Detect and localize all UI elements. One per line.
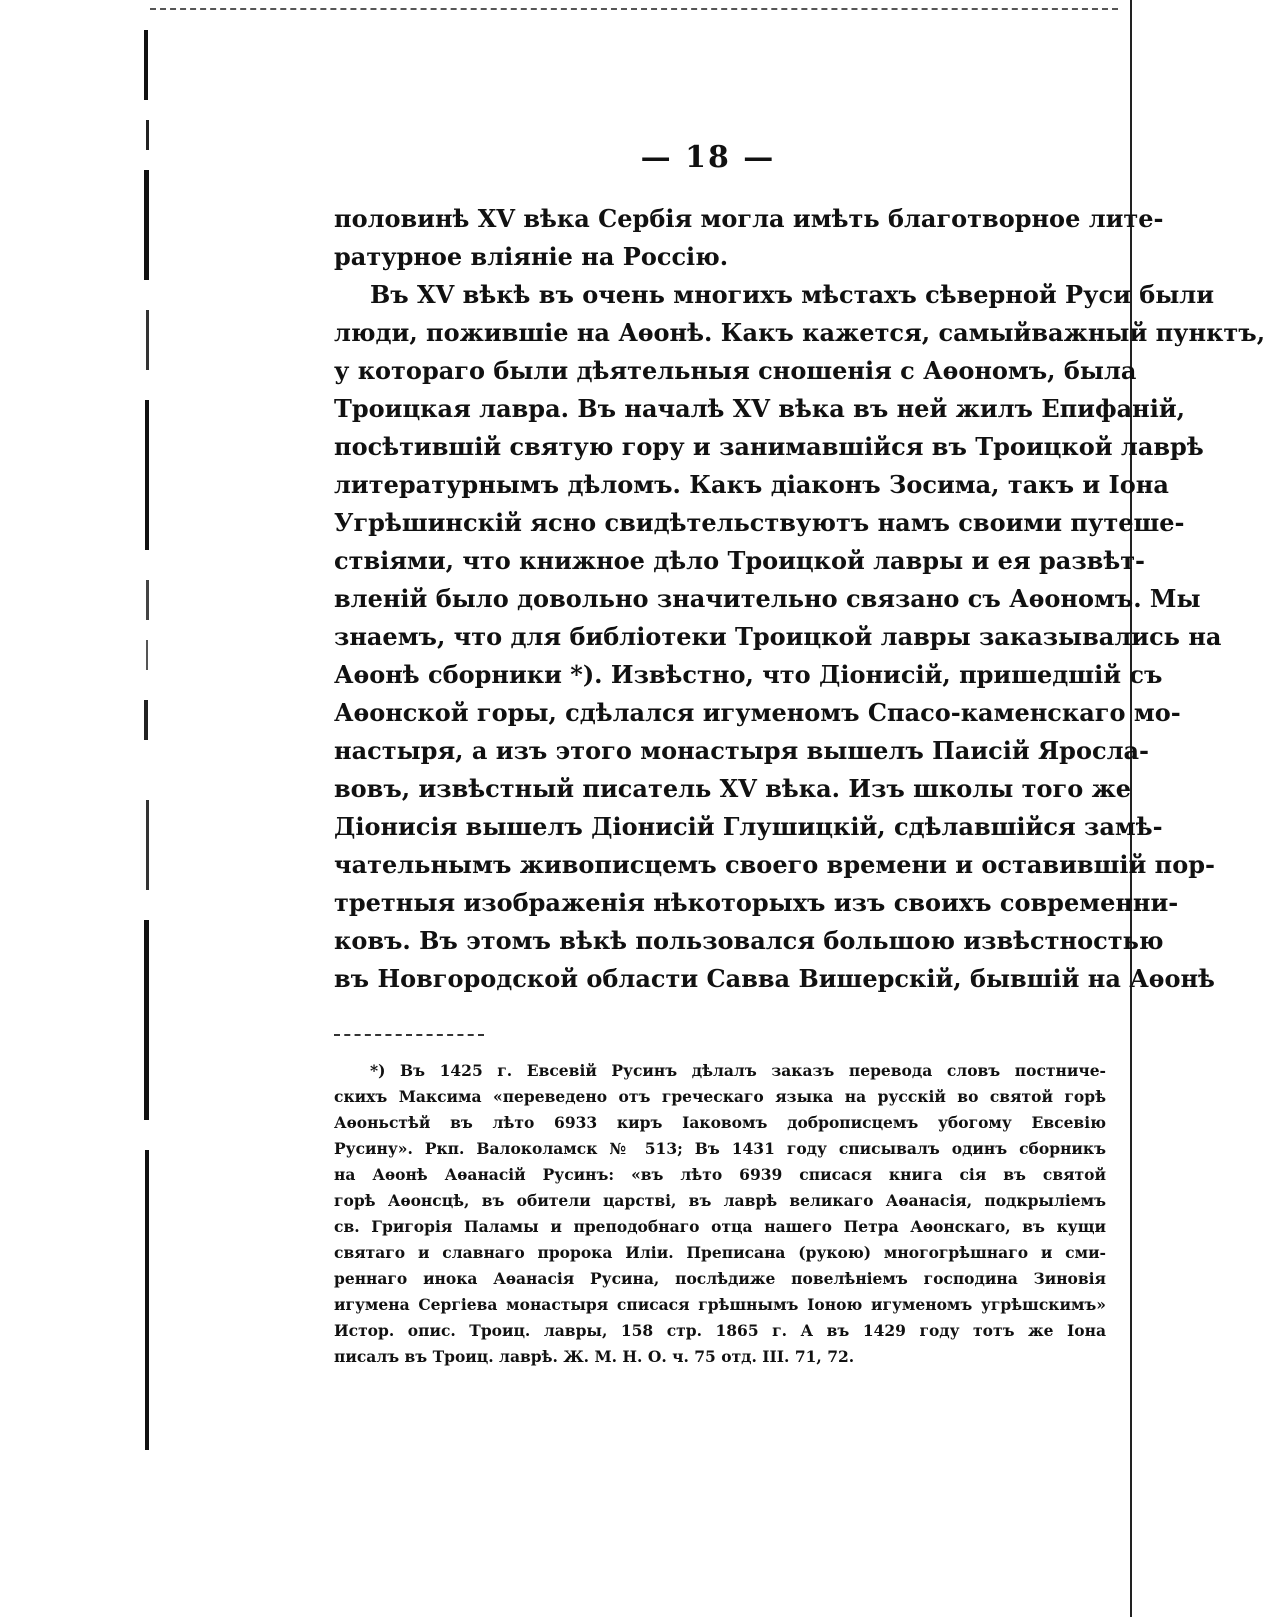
binding-shadow-graphic [134, 20, 154, 1460]
text-line: знаемъ, что для библіотеки Троицкой лавры заказывались на [334, 622, 1222, 651]
text-line: вовъ, извѣстный писатель XV вѣка. Изъ школы того же [334, 774, 1132, 803]
footnote-line: горѣ Аѳонсцѣ, въ обители царствi, въ лаврѣ великаго Аѳанасія, подкрыліемъ [334, 1191, 1106, 1210]
text-line: ковъ. Въ этомъ вѣкѣ пользовался большою извѣстностью [334, 926, 1164, 955]
footnote-line: реннаго инока Аѳанасія Русина, послѣдиже повелѣніемъ господина Зиновія [334, 1269, 1106, 1288]
text-line: третныя изображенія нѣкоторыхъ изъ своихъ современни- [334, 888, 1179, 917]
text-line: ствіями, что книжное дѣло Троицкой лавры и ея развѣт- [334, 546, 1146, 575]
text-line: Троицкая лавра. Въ началѣ XV вѣка въ ней жилъ Епифаній, [334, 394, 1186, 423]
text-line: Аѳонской горы, сдѣлался игуменомъ Спасо-каменскаго мо- [334, 698, 1181, 727]
footnote-line: Русину». Ркп. Валоколамск № 513; Въ 1431 году списывалъ одинъ сборникъ [334, 1139, 1106, 1158]
text-line: настыря, а изъ этого монастыря вышелъ Паисій Яросла- [334, 736, 1150, 765]
footnote-line: игумена Сергіева монастыря списася грѣшнымъ Іоною игуменомъ угрѣшскимъ» [334, 1295, 1106, 1314]
text-line: въ Новгородской области Савва Вишерскій, бывшій на Аѳонѣ [334, 964, 1215, 993]
footnote-line: скихъ Максима «переведено отъ греческаго языка на русскій во святой горѣ [334, 1087, 1106, 1106]
footnote-line: на Аѳонѣ Аѳанасій Русинъ: «въ лѣто 6939 списася книга сія въ святой [334, 1165, 1106, 1184]
footnote-line: писалъ въ Троиц. лаврѣ. Ж. М. Н. О. ч. 75 отд. III. 71, 72. [334, 1347, 855, 1366]
footnote [334, 1058, 1106, 1370]
footnote-line: Истор. опис. Троиц. лавры, 158 стр. 1865 г. А въ 1429 году тотъ же Іона [334, 1321, 1106, 1340]
scan-right-edge [1130, 0, 1132, 1617]
footnote-line: св. Григорія Паламы и преподобнаго отца нашего Петра Аѳонскаго, въ кущи [334, 1217, 1106, 1236]
scan-top-edge [150, 8, 1118, 10]
text-line: половинѣ XV вѣка Сербія могла имѣть благотворное лите- [334, 204, 1164, 233]
text-line: у котораго были дѣятельныя сношенія с Аѳономъ, была [334, 356, 1137, 385]
text-line: люди, пожившіе на Аѳонѣ. Какъ кажется, самыйважный пунктъ, [334, 318, 1265, 347]
text-line: ратурное вліяніе на Россію. [334, 242, 729, 271]
footnote-line: Аѳоньстѣй въ лѣто 6933 киръ Іаковомъ доброписцемъ убогому Евсевію [334, 1113, 1106, 1132]
text-line: посѣтившій святую гору и занимавшійся въ Троицкой лаврѣ [334, 432, 1204, 461]
text-line: литературнымъ дѣломъ. Какъ діаконъ Зосима, такъ и Іона [334, 470, 1169, 499]
text-line: Аѳонѣ сборники *). Извѣстно, что Діонисій, пришедшій съ [334, 660, 1163, 689]
text-line: Въ XV вѣкѣ въ очень многихъ мѣстахъ сѣверной Руси были [370, 280, 1215, 309]
page-number: — 18 — [640, 140, 776, 175]
text-line: Діонисія вышелъ Діонисій Глушицкій, сдѣлавшійся замѣ- [334, 812, 1163, 841]
footnote-separator [334, 1034, 484, 1036]
text-line: вленій было довольно значительно связано съ Аѳономъ. Мы [334, 584, 1201, 613]
text-line: Угрѣшинскій ясно свидѣтельствуютъ намъ своими путеше- [334, 508, 1185, 537]
binding-shadow [134, 20, 154, 1460]
footnote-line: *) Въ 1425 г. Евсевій Русинъ дѣлалъ заказъ перевода словъ постниче- [370, 1061, 1106, 1080]
body-text [334, 200, 1265, 998]
text-line: чательнымъ живописцемъ своего времени и оставившій пор- [334, 850, 1215, 879]
footnote-line: святаго и славнаго пророка Иліи. Преписана (рукою) многогрѣшнаго и сми- [334, 1243, 1106, 1262]
